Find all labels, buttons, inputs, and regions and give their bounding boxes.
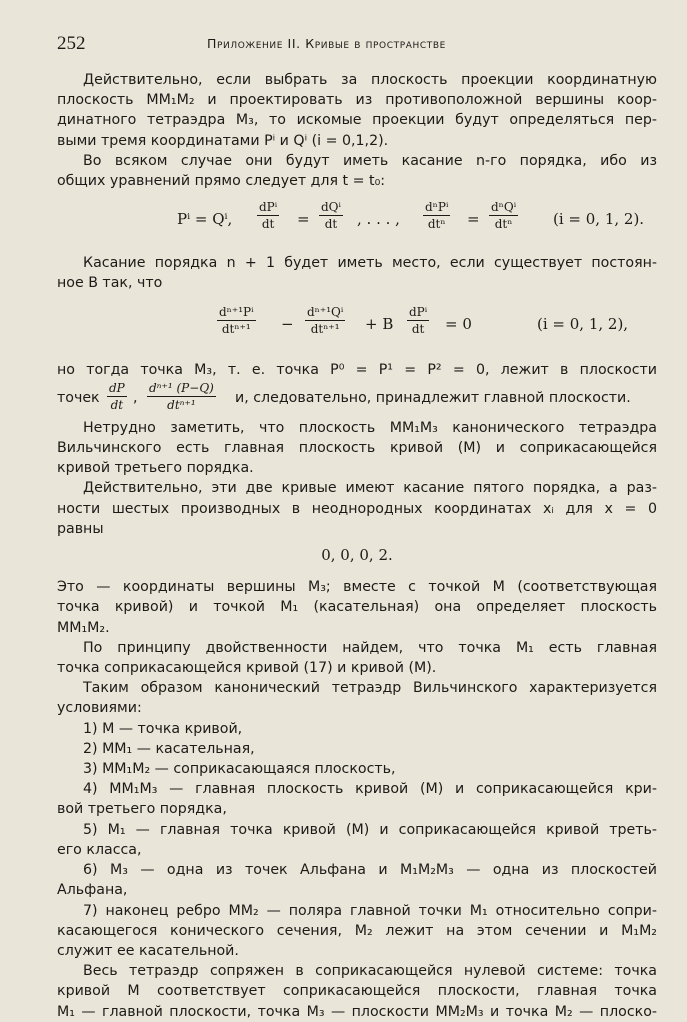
page-number: 252: [57, 33, 86, 54]
text-line: Действительно, эти две кривые имеют касание пятого порядка, а раз-: [83, 480, 657, 497]
inline-formula-line: [57, 380, 657, 414]
text-line: Таким образом канонический тетраэдр Вильчинского характеризуется: [83, 680, 657, 697]
equation-1: [57, 197, 657, 245]
equals-zero: = 0: [445, 314, 472, 333]
comma: ,: [133, 389, 138, 406]
eq1-fraction: [257, 199, 279, 232]
text-line: Вильчинского есть главная плоскость кривой (M) и соприкасающейся: [57, 440, 657, 457]
eq2-fraction: [217, 304, 256, 337]
numerator: dPⁱ: [409, 304, 428, 319]
denominator: dtⁿ⁺¹: [221, 321, 251, 336]
paragraph-6: [57, 478, 657, 539]
denominator: dt: [324, 217, 338, 232]
paragraph-3: [57, 253, 657, 293]
denominator: dtⁿ: [494, 217, 513, 232]
plus-b: + B: [365, 314, 394, 333]
denominator: dtⁿ⁺¹: [167, 397, 196, 412]
numerator: dⁿQⁱ: [491, 200, 517, 215]
list-item: 3) MM₁M₂ — соприкасающаяся плоскость,: [83, 761, 396, 778]
text-line: Касание порядка n + 1 будет иметь место, если существует постоян-: [83, 255, 657, 272]
list-item: 4) MM₁M₃ — главная плоскость кривой (M) и соприкасающейся кри-: [83, 781, 657, 798]
list-item: 6) M₃ — одна из точек Альфана и M₁M₂M₃ — одна из плоскостей: [83, 862, 657, 879]
eq2-fraction: [305, 304, 345, 337]
text-line: кривой третьего порядка.: [57, 460, 254, 477]
list-item-cont: касающегося конического сечения, M₂ лежит на этом сечении и M₁M₂: [57, 922, 657, 939]
numerator: dPⁱ: [259, 200, 278, 215]
equation-condition: (i = 0, 1, 2),: [537, 314, 629, 333]
eq1-term: Pⁱ = Qⁱ,: [177, 210, 233, 229]
eq1-fraction: [423, 199, 450, 232]
list-item: 7) наконец ребро MM₂ — поляра главной точки M₁ относительно сопри-: [83, 902, 657, 919]
minus-sign: −: [281, 314, 294, 333]
list-item: 2) MM₁ — касательная,: [83, 740, 255, 757]
conditions-list: [57, 719, 657, 961]
text-line: динатного тетраэдра M₃, то искомые проекции будут определяться пер-: [57, 112, 657, 129]
text-line: Действительно, если выбрать за плоскость проекции координатную: [83, 72, 657, 88]
numerator: dⁿ⁺¹Pⁱ: [219, 304, 254, 319]
list-item: 5) M₁ — главная точка кривой (M) и соприкасающейся кривой треть-: [83, 821, 657, 838]
paragraph-7: [57, 577, 657, 638]
inline-fraction: [107, 380, 127, 413]
text-line: условиями:: [57, 700, 142, 717]
text-line: По принципу двойственности найдем, что точка M₁ есть главная: [83, 639, 657, 656]
numerator: dⁿPⁱ: [425, 200, 449, 215]
equals-sign: =: [467, 210, 480, 229]
text-line: ное B так, что: [57, 275, 163, 292]
text-line: общих уравнений прямо следует для t = t₀:: [57, 173, 386, 190]
denominator: dtⁿ⁺¹: [310, 321, 340, 336]
eq2-fraction: [407, 304, 429, 337]
paragraph-9: [57, 678, 657, 718]
eq1-fraction: [319, 199, 343, 232]
eq1-fraction: [489, 199, 518, 232]
paragraph-2: [57, 151, 657, 191]
page-body: [57, 70, 657, 1022]
text-line: M₁ — главной плоскости, точка M₃ — плоскости MM₂M₃ и точка M₂ — плоско-: [57, 1003, 657, 1020]
equals-sign: =: [297, 210, 310, 229]
numerator: dQⁱ: [321, 200, 341, 215]
denominator: dt: [261, 217, 275, 232]
coordinates-display: 0, 0, 0, 2.: [321, 546, 393, 565]
paragraph-10: [57, 961, 657, 1022]
denominator: dtⁿ: [427, 217, 446, 232]
numerator: dⁿ⁺¹ (P−Q): [149, 380, 214, 395]
text-line: но тогда точка M₃, т. е. точка P⁰ = P¹ = P² = 0, лежит в плоскости: [57, 361, 657, 378]
text-line: плоскость MM₁M₂ и проектировать из противоположной вершины коор-: [57, 92, 657, 109]
text-line: ности шестых производных в неоднородных координатах xᵢ для x = 0: [57, 500, 657, 517]
paragraph-5: [57, 418, 657, 479]
text-line: MM₁M₂.: [57, 619, 110, 636]
paragraph-4: [57, 360, 657, 414]
text-line: точка соприкасающейся кривой (17) и кривой (M).: [57, 660, 437, 677]
list-item-cont: Альфана,: [57, 882, 128, 899]
denominator: dt: [411, 321, 425, 336]
text-fragment: и, следовательно, принадлежит главной плоскости.: [235, 389, 631, 406]
running-title: Приложение II. Кривые в пространстве: [207, 36, 446, 51]
text-line: Нетрудно заметить, что плоскость MM₁M₃ канонического тетраэдра: [83, 419, 657, 436]
list-item-cont: вой третьего порядка,: [57, 801, 227, 818]
inline-fraction: [147, 380, 216, 413]
paragraph-1: [57, 70, 657, 151]
paragraph-8: [57, 638, 657, 678]
list-item: 1) M — точка кривой,: [83, 720, 243, 737]
text-line: Это — координаты вершины M₃; вместе с точкой M (соответствующая: [57, 579, 657, 596]
numerator: dⁿ⁺¹Qⁱ: [307, 304, 344, 319]
list-item-cont: служит ее касательной.: [57, 942, 239, 959]
page-header: [57, 33, 657, 55]
text-line: кривой M соответствует соприкасающейся плоскости, главная точка: [57, 983, 657, 1000]
equation-2: [57, 300, 657, 352]
denominator: dt: [110, 397, 124, 412]
list-item-cont: его класса,: [57, 841, 142, 858]
text-line: Весь тетраэдр сопряжен в соприкасающейся нулевой системе: точка: [83, 963, 657, 980]
text-fragment: точек: [57, 389, 100, 406]
ellipsis: , . . . ,: [357, 210, 400, 229]
text-line: точка кривой) и точкой M₁ (касательная) она определяет плоскость: [57, 599, 657, 616]
equation-condition: (i = 0, 1, 2).: [553, 210, 645, 229]
text-line: равны: [57, 520, 104, 537]
text-line: Во всяком случае они будут иметь касание n-го порядка, ибо из: [83, 152, 657, 169]
text-line: выми тремя координатами Pⁱ и Qⁱ (i = 0,1,2).: [57, 132, 389, 149]
numerator: dP: [109, 380, 125, 395]
